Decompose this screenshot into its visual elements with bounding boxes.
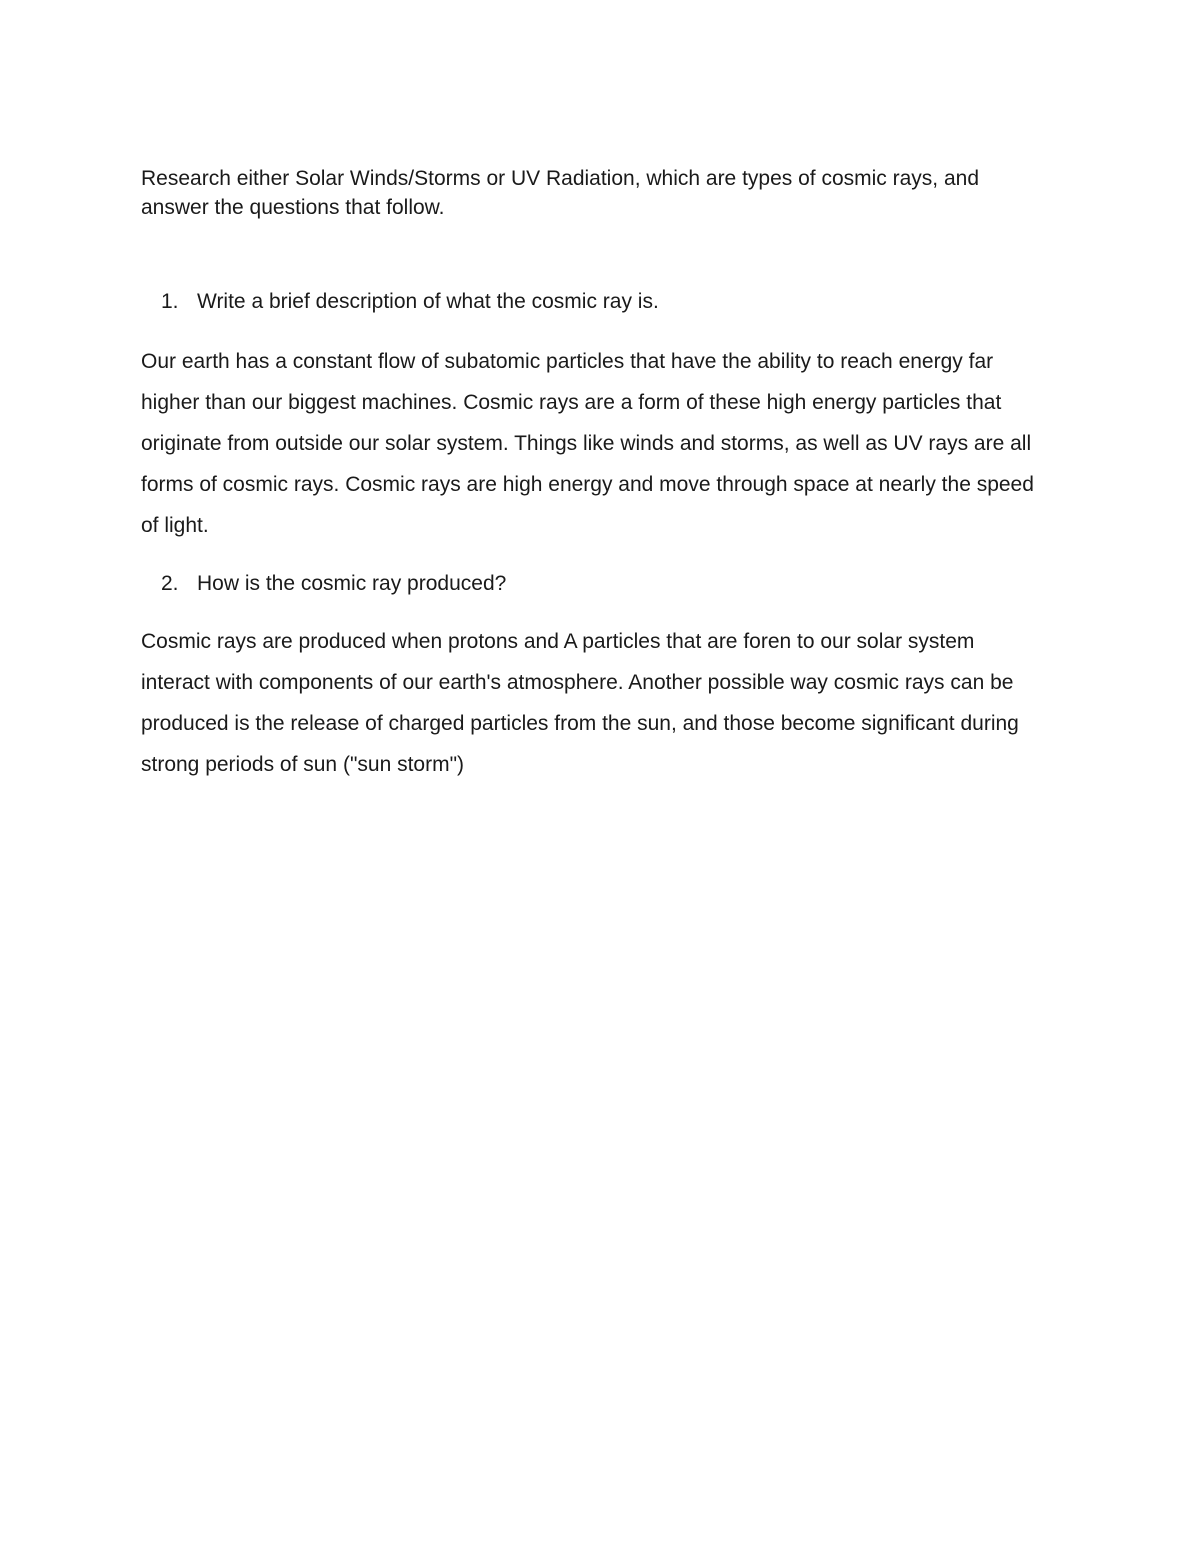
question-1 <box>141 287 1041 316</box>
question-number: 2. <box>161 572 179 595</box>
answer-2: Cosmic rays are produced when protons and A particles that are foren to our solar system interact with components of our earth's atmosphere. Another possible way cosmic rays can be produced is the release of charged particles from the sun, and those become significant during strong periods of sun ("sun storm") <box>141 630 1019 776</box>
answer-1: Our earth has a constant flow of subatomic particles that have the ability to reach energy far higher than our biggest machines. Cosmic rays are a form of these high energy particles that originate from outside our solar system. Things like winds and storms, as well as UV rays are all forms of cosmic rays. Cosmic rays are high energy and move through space at nearly the speed of light. <box>141 350 1034 537</box>
document-body <box>141 164 1041 785</box>
intro-paragraph: Research either Solar Winds/Storms or UV Radiation, which are types of cosmic rays, and answer the questions that follow. <box>141 167 980 219</box>
question-number: 1. <box>161 290 179 313</box>
question-text: How is the cosmic ray produced? <box>197 572 507 595</box>
question-2 <box>141 569 1041 598</box>
question-text: Write a brief description of what the cosmic ray is. <box>197 290 659 313</box>
